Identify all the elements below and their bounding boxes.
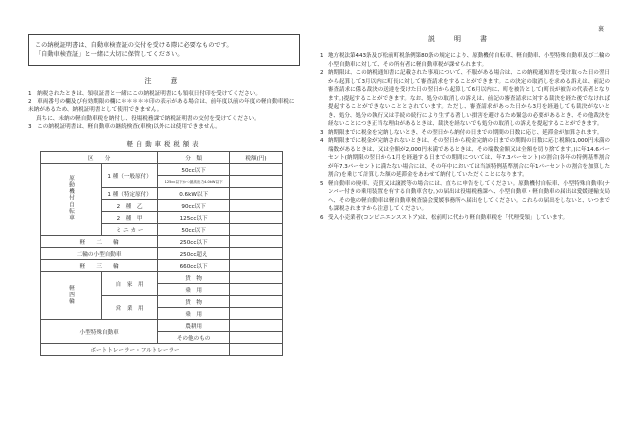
table-row-tax xyxy=(230,284,283,296)
table-row-tax xyxy=(230,236,283,248)
explanation-item: 3 納期限までに税金を完納しないとき、その翌日から納付の日までの期間の日数に応じ、延滞金が加算されます。 xyxy=(320,129,603,136)
table-row-tax xyxy=(230,308,283,320)
header-class: 分 類 xyxy=(158,152,230,164)
notice-box xyxy=(28,34,300,66)
explanation-list xyxy=(320,52,610,222)
table-row-sub: その他のもの xyxy=(158,332,230,344)
table-row-sub: 50cc以下 xyxy=(158,164,230,176)
table-row-cls: 2 種 乙 xyxy=(102,200,158,212)
caution-title: 注 意 xyxy=(144,77,184,85)
table-row-tax xyxy=(230,296,283,308)
table-row-tax xyxy=(230,272,283,284)
header-category: 区 分 xyxy=(41,152,158,164)
explanation-item: 4 納期限までに税金が完納されないときは、その翌日から税金完納の日までの期間の日数に応じ税額(1,000円未満の端数があるときは、又は全額が2,000円未満であるときは、その端数金額又は全額を切り捨てます。)に年14.6パーセント(納期限の翌日から1月を経過する日までの期間については、年7.3パーセント)の割合(各年の特例基準割合が年7.3パーセントに満たない場合には、その年中においては当該特例基準割合に年1パーセントの割合を加算した割合)を乗じて計算した額の延滞金をあわせて納付していただくことになります。 xyxy=(320,138,610,178)
header-tax: 税額(円) xyxy=(230,152,283,164)
explanation-title: 説 明 書 xyxy=(428,35,493,43)
table-row-sub: 50cc以下 xyxy=(158,224,230,236)
group-gentsuki: 原動機付自転車 xyxy=(41,164,102,236)
caution-item-2: 2 車両番号の欄及び有効期限の欄に＊＊＊＊＊印の表示がある場合は、前年度以前の年度の軽自動車税に未納があるため、納税証明書として使用できません。 xyxy=(28,99,295,114)
table-row-sub: 農耕用 xyxy=(158,320,230,332)
explanation-item: 6 受入小売業者(コンビニエンスストア)は、松前町に代わり軽自動車税を「代理受領」しています。 xyxy=(320,214,569,221)
table-row-sub: 0.6kW以下 xyxy=(158,188,230,200)
table-row-tax xyxy=(230,260,283,272)
caution-list xyxy=(28,90,300,131)
table-row-cls: 軽 二 輪 xyxy=(41,236,158,248)
notice-line-2: 「自動車検査証」と一緒に大切に保管してください。 xyxy=(35,51,184,58)
table-row-sub: 貨 物 xyxy=(158,296,230,308)
table-row-sub: 660cc以下 xyxy=(158,260,230,272)
table-row-cls: 1 種（特定原付） xyxy=(102,188,158,200)
tax-rate-table xyxy=(40,151,283,356)
table-row-tax xyxy=(230,164,283,176)
caution-item-2b: 真ちに、未納の軽自動車税を納付し、役場税務課で納税証明書の交付を受けてください。 xyxy=(36,115,260,122)
left-column xyxy=(28,34,300,356)
table-row-sub: 125cc以下かつ最高出力4.0kW以下 xyxy=(158,176,230,188)
page-mark: 裏 xyxy=(598,26,605,33)
table-row-sub: 250cc以下 xyxy=(158,236,230,248)
table-row-tax xyxy=(230,332,283,344)
table-row-sub: 125cc以下 xyxy=(158,212,230,224)
table-row-cls: 軽 三 輪 xyxy=(41,260,158,272)
table-row-trailer: ボートトレーラー・フルトレーラー xyxy=(41,344,230,356)
table-row-tax xyxy=(230,224,283,236)
table-row-sub: 乗 用 xyxy=(158,284,230,296)
explanation-item: 1 地方税法第443条及び松前町税条例第80条の規定により、原動機付自転車、軽自動車、小型特殊自動車及び二輪の小型自動車に対して、その所有者に軽自動車税が課せられます。 xyxy=(320,53,610,68)
table-row-cls: 二輪の小型自動車 xyxy=(41,248,158,260)
table-row-cls: 営 業 用 xyxy=(102,296,158,320)
table-row-tax xyxy=(230,176,283,188)
table-row-sub: 90cc以下 xyxy=(158,200,230,212)
table-row-tax xyxy=(230,320,283,332)
caution-item-1: 1 納税されたときは、領収証書と一緒にこの納税証明書にも領収日付印を受けてください。 xyxy=(28,91,261,97)
explanation-item: 5 軽自動車の廃車、売買又は譲渡等の場合には、直ちに申告をしてください。原動機付自転車、小型特殊自動車(ナンバー付きの乗用装置を有する自動車含む。)の届出は役場税務課へ、小型自動車・軽自動車の届出は愛媛運輸支局へ、その他の軽自動車は軽自動車検査協会愛媛事務所へ届出をしてください。これらの届出をしないと、いつまでも課税されますから注意してください。 xyxy=(320,180,610,212)
group-kei4: 軽四輪 xyxy=(41,272,102,320)
table-row-sub: 250cc超え xyxy=(158,248,230,260)
table-row-sub: 貨 物 xyxy=(158,272,230,284)
table-row-cls: 1 種（一般原付） xyxy=(102,164,158,188)
table-row-tax xyxy=(230,188,283,200)
table-row-cls: 小型特殊自動車 xyxy=(41,320,158,344)
notice-line-1: この納税証明書は、自動車検査証の交付を受ける際に必要なものです。 xyxy=(35,42,233,49)
caution-item-3: 3 この納税証明書は、軽自動車の継続検査(車検)以外には使用できません。 xyxy=(28,123,221,130)
table-row-sub: 乗 用 xyxy=(158,308,230,320)
table-row-tax xyxy=(230,248,283,260)
table-row-cls: ミ ニ カ ー xyxy=(102,224,158,236)
table-row-tax xyxy=(230,344,283,356)
explanation-item: 2 納期限は、この納税通知書に記載された事項について、不服がある場合は、この納税通知書を受け取った日の翌日から起算して3月以内に町長に対して審査請求をすることができます。この決定の取消しを求める訴えは、前記の審査請求に係る裁決の送達を受けた日の翌日から起算して6月以内に、町を被告として(町長が被告の代表者となります。)提起することができます。なお、処分の取消しの訴えは、前記の審査請求に対する裁決を経た後でなければ提起することができないこととされています。ただし、審査請求があった日から3月を経過しても裁決がないとき、処分、処分の執行又は手続の続行により生ずる著しい損害を避けるため緊急の必要があるとき、その他裁決を経ないことにつき正当な理由があるときは、裁決を経ないでも処分の取消しの訴えを提起することができます。 xyxy=(320,70,610,127)
table-row-tax xyxy=(230,200,283,212)
right-column xyxy=(320,34,610,222)
table-row-cls: 自 家 用 xyxy=(102,272,158,296)
tax-table-title: 軽自動車税税額表 xyxy=(126,140,202,149)
table-row-tax xyxy=(230,212,283,224)
table-row-cls: 2 種 甲 xyxy=(102,212,158,224)
